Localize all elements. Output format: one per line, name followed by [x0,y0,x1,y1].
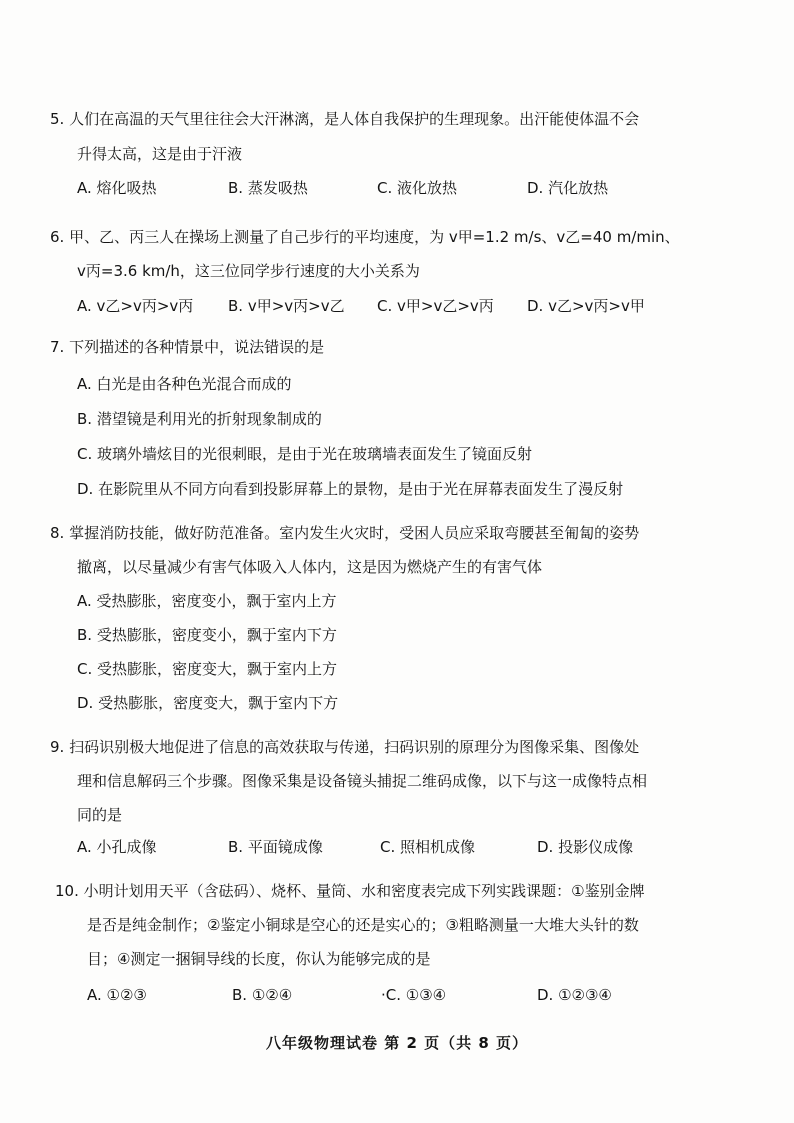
question-8-line-1: 8. 掌握消防技能，做好防范准备。室内发生火灾时，受困人员应采取弯腰甚至匍匐的姿势 [50,524,640,542]
question-8-option-d: D. 受热膨胀，密度变大，飘于室内下方 [77,694,339,712]
question-5-option-b: B. 蒸发吸热 [228,179,308,197]
question-10-option-d: D. ①②③④ [537,986,612,1004]
question-7-option-d: D. 在影院里从不同方向看到投影屏幕上的景物，是由于光在屏幕表面发生了漫反射 [77,480,624,498]
question-10-option-a: A. ①②③ [87,986,147,1004]
question-10-line-2: 是否是纯金制作；②鉴定小铜球是空心的还是实心的；③粗略测量一大堆大头针的数 [87,916,639,934]
question-8-line-2: 撤离，以尽量减少有害气体吸入人体内，这是因为燃烧产生的有害气体 [77,558,543,576]
question-8-option-a: A. 受热膨胀，密度变小，飘于室内上方 [77,592,337,610]
question-5-option-c: C. 液化放热 [377,179,458,197]
question-5-option-a: A. 熔化吸热 [77,179,157,197]
question-9-line-1: 9. 扫码识别极大地促进了信息的高效获取与传递，扫码识别的原理分为图像采集、图像处 [50,738,640,756]
question-9-option-b: B. 平面镜成像 [228,838,323,856]
question-5-line-1: 5. 人们在高温的天气里往往会大汗淋漓，是人体自我保护的生理现象。出汗能使体温不会 [50,110,640,128]
question-5-line-2: 升得太高，这是由于汗液 [77,145,243,163]
page-footer: 八年级物理试卷 第 2 页（共 8 页） [266,1034,528,1052]
question-6-option-a: A. v乙>v丙>v丙 [77,297,194,315]
question-10-line-3: 目；④测定一捆铜导线的长度，你认为能够完成的是 [87,950,431,968]
question-6-option-c: C. v甲>v乙>v丙 [377,297,494,315]
question-7-option-b: B. 潜望镜是利用光的折射现象制成的 [77,410,322,428]
question-7-option-a: A. 白光是由各种色光混合而成的 [77,375,292,393]
question-8-option-b: B. 受热膨胀，密度变小，飘于室内下方 [77,626,337,644]
question-8-option-c: C. 受热膨胀，密度变大，飘于室内上方 [77,660,338,678]
question-9-option-c: C. 照相机成像 [380,838,476,856]
question-9-option-a: A. 小孔成像 [77,838,157,856]
question-6-line-1: 6. 甲、乙、丙三人在操场上测量了自己步行的平均速度，为 v甲=1.2 m/s、v乙=40 m/min、 [50,228,680,246]
question-6-option-b: B. v甲>v丙>v乙 [228,297,345,315]
question-7-line-1: 7. 下列描述的各种情景中，说法错误的是 [50,338,325,356]
question-10-option-b: B. ①②④ [232,986,293,1004]
question-9-option-d: D. 投影仪成像 [537,838,634,856]
question-9-line-3: 同的是 [77,806,123,824]
question-9-line-2: 理和信息解码三个步骤。图像采集是设备镜头捕捉二维码成像，以下与这一成像特点相 [77,772,648,790]
question-7-option-c: C. 玻璃外墙炫目的光很刺眼，是由于光在玻璃墙表面发生了镜面反射 [77,445,533,463]
question-10-option-c: ·C. ①③④ [381,986,447,1004]
question-5-option-d: D. 汽化放热 [527,179,609,197]
question-10-line-1: 10. 小明计划用天平（含砝码）、烧杯、量筒、水和密度表完成下列实践课题：①鉴别金牌 [55,882,645,900]
question-6-option-d: D. v乙>v丙>v甲 [527,297,645,315]
question-6-line-2: v丙=3.6 km/h，这三位同学步行速度的大小关系为 [77,262,420,280]
